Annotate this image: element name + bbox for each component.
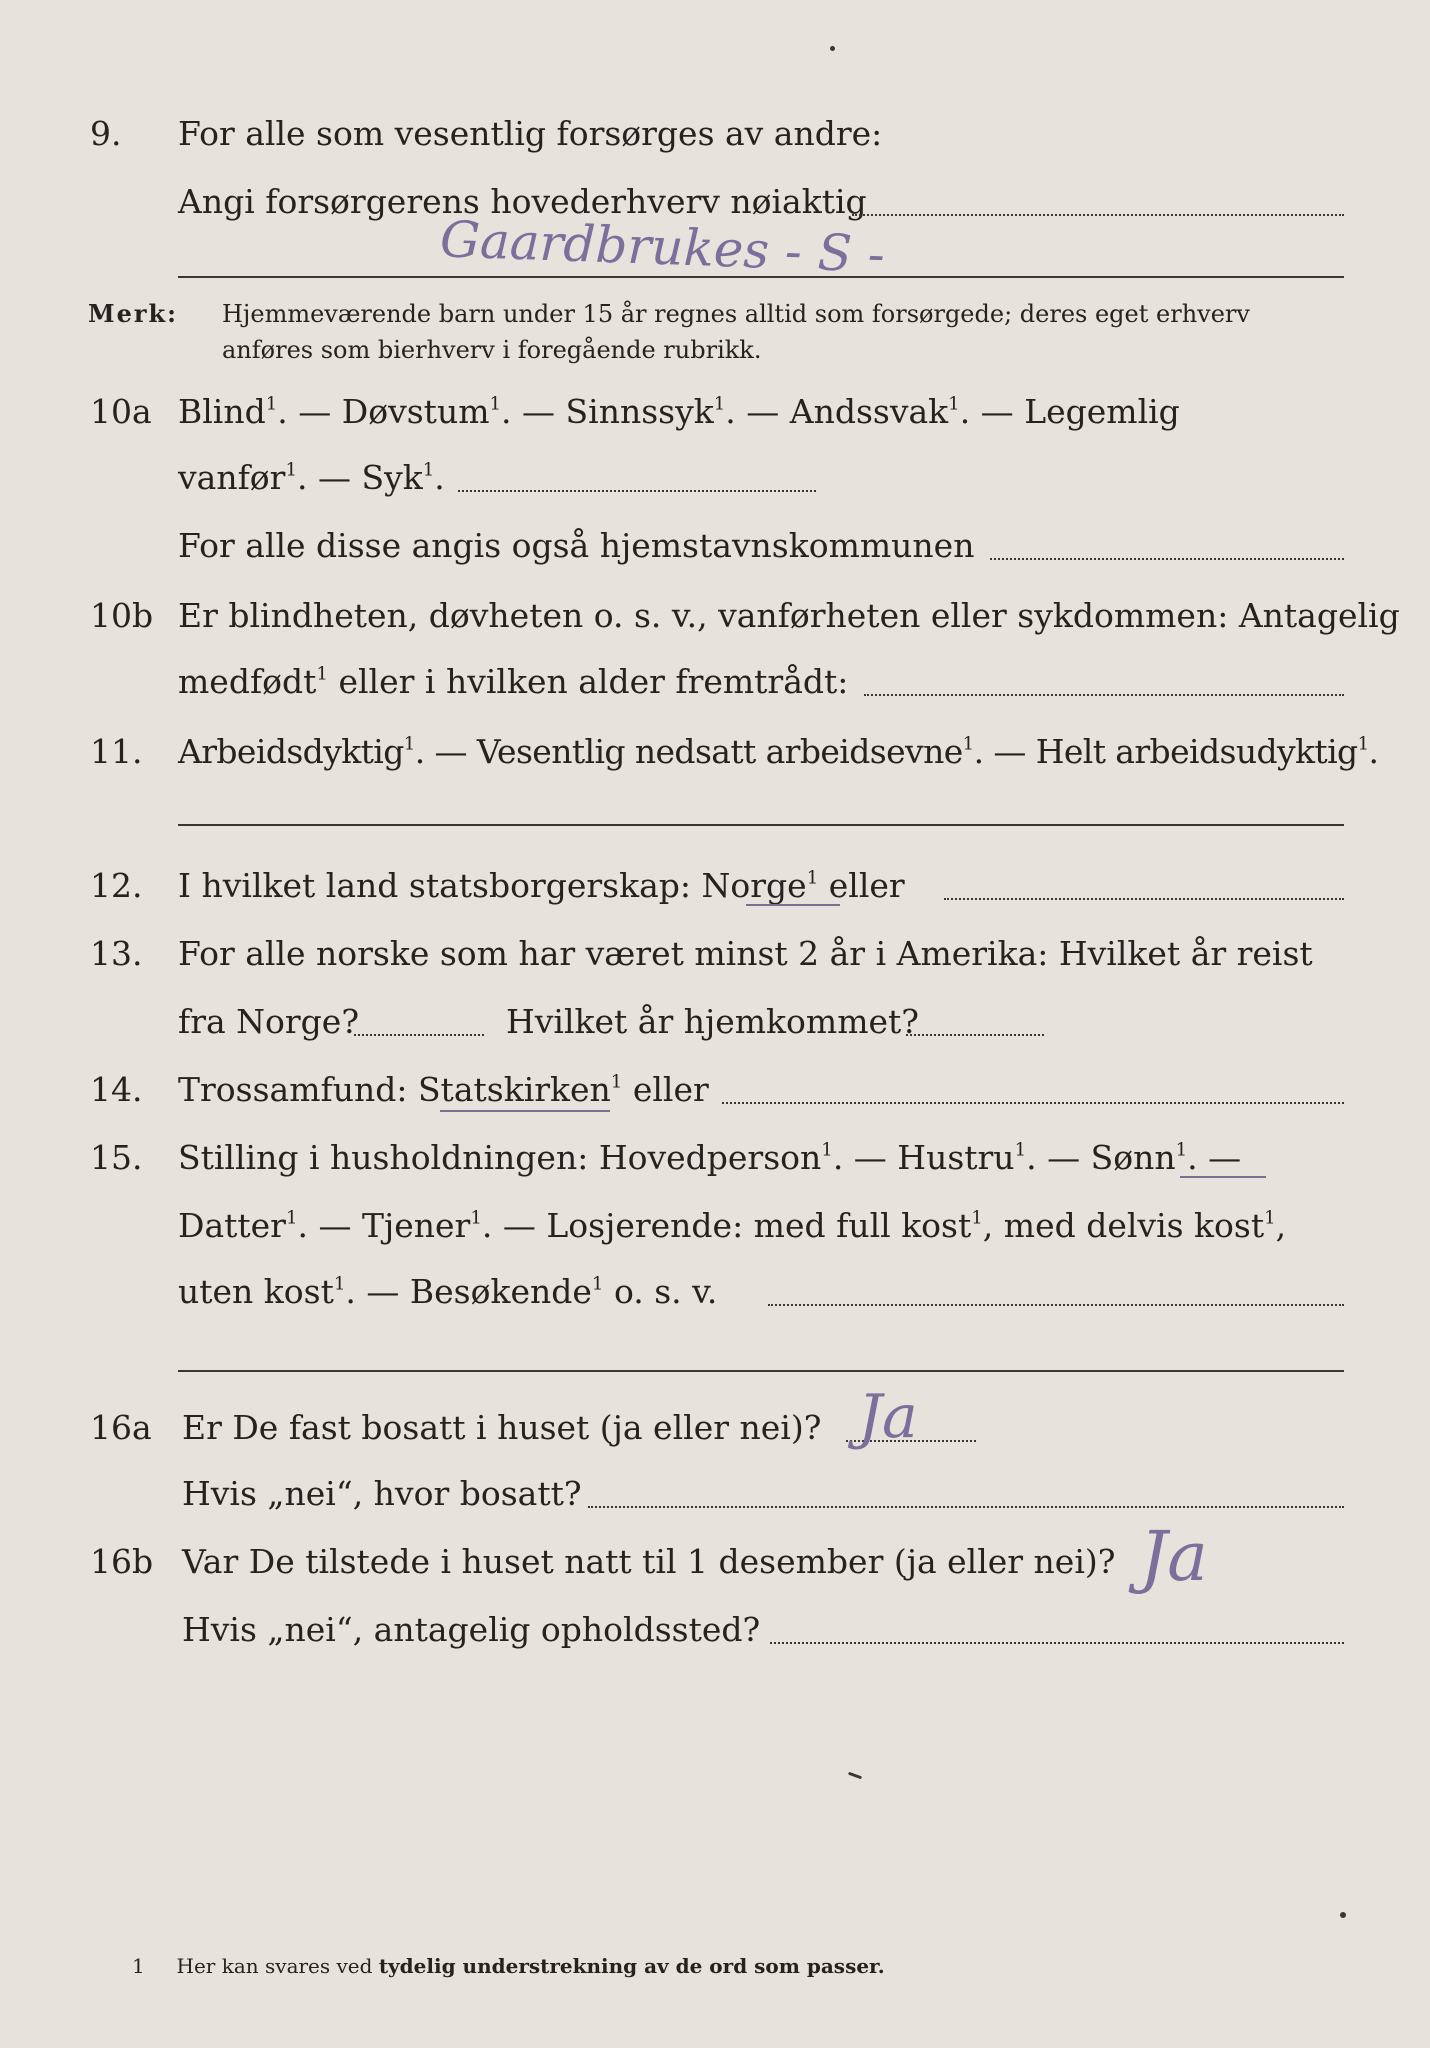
paper-speck [1340, 1912, 1346, 1918]
answer-line[interactable] [178, 276, 1344, 278]
q10a-line2: vanfør$^1$. — Syk$^1$. [178, 458, 445, 497]
footnote-ref: 1 [285, 459, 297, 481]
footnote-ref: 1 [422, 459, 435, 481]
option-legemlig[interactable]: Legemlig [1024, 392, 1180, 431]
answer-line[interactable] [770, 1642, 1344, 1644]
q16a-line1: Er De fast bosatt i huset (ja eller nei)? [182, 1408, 822, 1447]
option-sonn[interactable]: Sønn [1090, 1138, 1176, 1177]
option-statskirken[interactable]: Statskirken [417, 1070, 611, 1109]
item-number: 14. [90, 1070, 143, 1109]
footnote-ref: 1 [610, 1071, 623, 1093]
footnote-ref: 1 [316, 663, 328, 685]
q9-line1: For alle som vesentlig forsørges av andre: [178, 114, 883, 153]
footnote [132, 1952, 885, 1980]
q9-line2: Angi forsørgerens hovederhverv nøiaktig [178, 182, 867, 221]
option-besokende[interactable]: Besøkende [409, 1272, 592, 1311]
answer-line[interactable] [768, 1304, 1344, 1306]
q12-suffix: eller [828, 866, 905, 905]
q15-line3: uten kost$^1$. — Besøkende$^1$ o. s. v. [178, 1272, 718, 1311]
option-hustru[interactable]: Hustru [897, 1138, 1015, 1177]
q10b-line1: Er blindheten, døvheten o. s. v., vanførheten eller sykdommen: Antagelig [178, 596, 1400, 635]
footnote-ref: 1 [591, 1273, 604, 1295]
q14-suffix: eller [632, 1070, 709, 1109]
q15-osv: o. s. v. [613, 1272, 718, 1311]
option-tjener[interactable]: Tjener [362, 1206, 471, 1245]
answer-line[interactable] [864, 694, 1344, 696]
note-line2: anføres som bierhverv i foregående rubrikk. [222, 336, 762, 364]
item-number: 16b [90, 1542, 154, 1581]
footnote-ref: 1 [489, 393, 502, 415]
option-delvis-kost[interactable]: med delvis kost [1003, 1206, 1265, 1245]
paper-speck [848, 1772, 862, 1780]
q13-a: fra Norge? [178, 1002, 360, 1041]
option-syk[interactable]: Syk [361, 458, 423, 497]
answer-line[interactable] [178, 1370, 1344, 1372]
option-kost[interactable]: kost [901, 1206, 972, 1245]
q10b-line2-rest: eller i hvilken alder fremtrådt: [338, 662, 849, 701]
footnote-ref: 1 [971, 1207, 983, 1229]
answer-line[interactable] [990, 558, 1344, 560]
q14-line1 [178, 1070, 709, 1110]
answer-line[interactable] [178, 824, 1344, 826]
underline-mark [440, 1110, 610, 1112]
footnote-ref: 1 [285, 1207, 298, 1229]
option-medfodt[interactable]: medfødt [178, 662, 317, 701]
q10a-line3: For alle disse angis også hjemstavnskommunen [178, 526, 975, 565]
note-label: Merk: [88, 299, 178, 328]
q15-line1: Stilling i husholdningen: Hovedperson$^1$. — Hustru$^1$. — Sønn$^1$. — [178, 1138, 1242, 1177]
footnote-text-a: Her kan svares ved [176, 1954, 373, 1978]
footnote-ref: 1 [1357, 733, 1369, 755]
footnote-mark: 1 [132, 1954, 145, 1978]
answer-line[interactable] [588, 1506, 1344, 1508]
option-dovstum[interactable]: Døvstum [341, 392, 490, 431]
item-number: 13. [90, 934, 143, 973]
handwritten-answer-ja: Ja [858, 1382, 918, 1452]
footnote-ref: 1 [265, 393, 278, 415]
paper-speck [830, 46, 835, 51]
answer-line[interactable] [944, 898, 1344, 900]
option-arbeidsudyktig[interactable]: Helt arbeidsudyktig [1035, 732, 1358, 771]
note-line1: Hjemmeværende barn under 15 år regnes alltid som forsørgede; deres eget erhverv [222, 300, 1250, 328]
item-number: 10a [90, 392, 152, 431]
underline-mark [746, 904, 840, 906]
answer-line[interactable] [722, 1102, 1344, 1104]
q12-line1 [178, 866, 905, 906]
handwritten-answer-occupation: Gaardbrukes - S - [439, 210, 886, 284]
item-number: 15. [90, 1138, 143, 1177]
footnote-ref: 1 [1264, 1207, 1276, 1229]
answer-line[interactable] [906, 1034, 1044, 1036]
item-number: 12. [90, 866, 143, 905]
footnote-ref: 1 [821, 1139, 833, 1161]
footnote-ref: 1 [403, 733, 415, 755]
option-nedsatt-arbeidsevne[interactable]: Vesentlig nedsatt arbeidsevne [476, 732, 963, 771]
footnote-ref: 1 [713, 393, 726, 415]
footnote-ref: 1 [1014, 1139, 1027, 1161]
q11-line1: Arbeidsdyktig$^1$. — Vesentlig nedsatt arbeidsevne$^1$. — Helt arbeidsudyktig$^1$. [178, 732, 1379, 771]
q13-b: Hvilket år hjemkommet? [506, 1002, 919, 1041]
option-losjerende-full[interactable]: Losjerende: med full [546, 1206, 891, 1245]
option-norge[interactable]: Norge [701, 866, 807, 905]
footnote-ref: 1 [962, 733, 974, 755]
q16b-line2: Hvis „nei“, antagelig opholdssted? [182, 1610, 761, 1649]
answer-line[interactable] [852, 214, 1344, 216]
option-sinnssyk[interactable]: Sinnssyk [565, 392, 714, 431]
item-number: 11. [90, 732, 143, 771]
option-vanfor[interactable]: vanfør [178, 458, 286, 497]
footnote-ref: 1 [948, 393, 960, 415]
option-hovedperson[interactable]: Hovedperson [598, 1138, 822, 1177]
q10b-line2 [178, 662, 848, 702]
footnote-ref: 1 [806, 867, 819, 889]
q14-prefix: Trossamfund: [178, 1070, 408, 1109]
q16b-line1: Var De tilstede i huset natt til 1 desember (ja eller nei)? [182, 1542, 1116, 1581]
option-andssvak[interactable]: Andssvak [789, 392, 949, 431]
item-number: 9. [90, 114, 122, 153]
answer-line[interactable] [354, 1034, 484, 1036]
item-number: 16a [90, 1408, 152, 1447]
q15-prefix: Stilling i husholdningen: [178, 1138, 589, 1177]
footnote-text-b: tydelig understrekning av de ord som passer. [378, 1954, 885, 1978]
q12-prefix: I hvilket land statsborgerskap: [178, 866, 692, 905]
option-blind[interactable]: Blind [178, 392, 266, 431]
option-uten-kost[interactable]: uten kost [178, 1272, 334, 1311]
answer-line[interactable] [458, 490, 816, 492]
footnote-ref: 1 [1175, 1139, 1188, 1161]
handwritten-answer-ja: Ja [1140, 1518, 1208, 1597]
q13-line1: For alle norske som har været minst 2 år i Amerika: Hvilket år reist [178, 934, 1313, 973]
option-datter[interactable]: Datter [178, 1206, 286, 1245]
item-number: 10b [90, 596, 154, 635]
q15-line2: Datter$^1$. — Tjener$^1$. — Losjerende: med full kost$^1$, med delvis kost$^1$, [178, 1206, 1287, 1245]
footnote-ref: 1 [333, 1273, 346, 1295]
option-arbeidsdyktig[interactable]: Arbeidsdyktig [178, 732, 404, 771]
q16a-line2: Hvis „nei“, hvor bosatt? [182, 1474, 582, 1513]
q10a-line1: Blind$^1$. — Døvstum$^1$. — Sinnssyk$^1$. — Andssvak$^1$. — Legemlig [178, 392, 1180, 431]
footnote-ref: 1 [470, 1207, 482, 1229]
underline-mark [1180, 1176, 1266, 1178]
